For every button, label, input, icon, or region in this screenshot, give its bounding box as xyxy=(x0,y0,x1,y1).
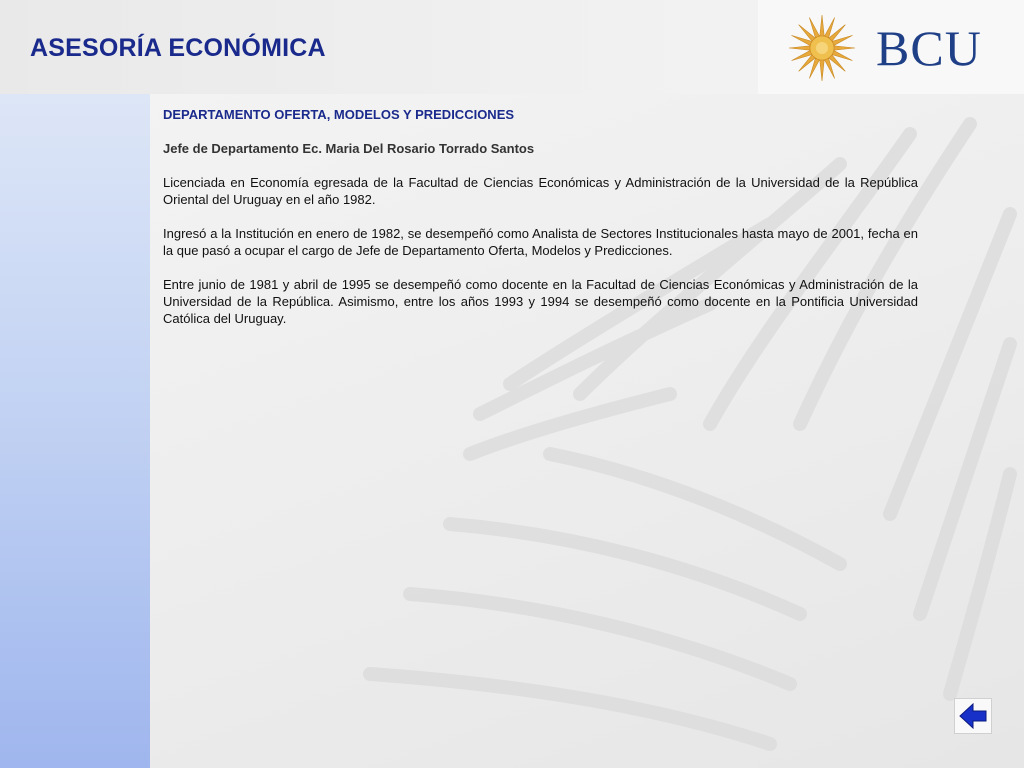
bio-paragraph-1: Licenciada en Economía egresada de la Facultad de Ciencias Económicas y Administración de la Universidad de la República Oriental del Uruguay en el año 1982. xyxy=(163,175,918,207)
bio-paragraph-2: Ingresó a la Institución en enero de 1982, se desempeñó como Analista de Sectores Institucionales hasta mayo de 2001, fecha en la que pasó a ocupar el cargo de Jefe de Departamento Oferta, Modelos y Predicciones. xyxy=(163,226,918,258)
arrow-left-icon xyxy=(958,702,988,730)
header xyxy=(0,0,1024,94)
biography-text xyxy=(163,106,918,344)
department-heading: DEPARTAMENTO OFERTA, MODELOS Y PREDICCIONES xyxy=(163,107,515,122)
sidebar xyxy=(0,94,150,768)
bio-paragraph-3: Entre junio de 1981 y abril de 1995 se desempeñó como docente en la Facultad de Ciencias Económicas y Administración de la Universidad de la República. Asimismo, entre los años 1993 y 1994 se desempeñó como docente en la Pontificia Universidad Católica del Uruguay. xyxy=(163,277,918,326)
department-chief: Jefe de Departamento Ec. Maria Del Rosario Torrado Santos xyxy=(163,141,535,156)
content-area xyxy=(150,94,1024,768)
logo-text: BCU xyxy=(876,20,982,76)
bcu-logo xyxy=(758,0,1024,94)
sun-icon xyxy=(788,14,856,82)
page-title: ASESORÍA ECONÓMICA xyxy=(30,34,326,62)
back-button[interactable] xyxy=(954,698,992,734)
